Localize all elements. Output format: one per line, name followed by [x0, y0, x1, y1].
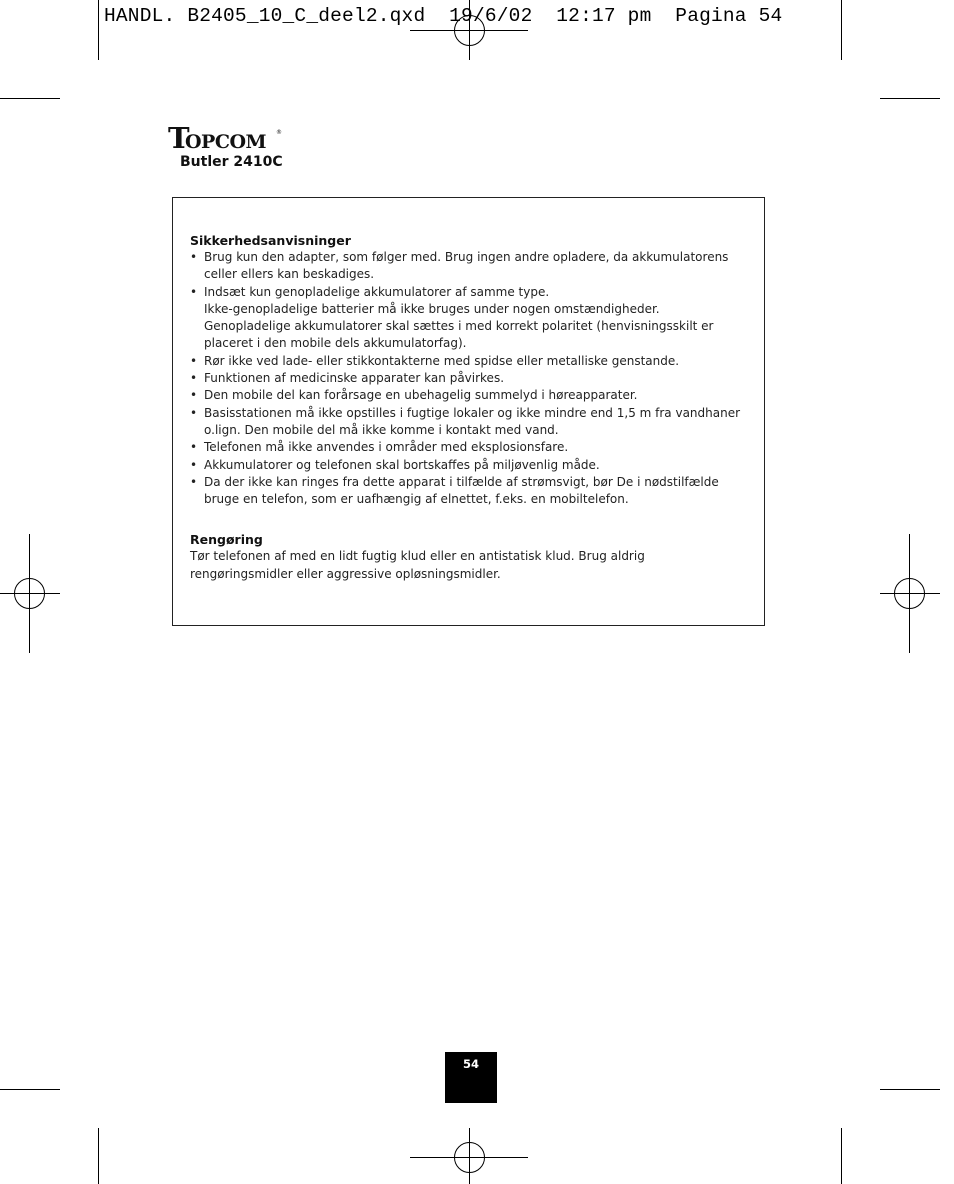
bullet-text-line: celler ellers kan beskadiges. — [204, 267, 375, 282]
cleaning-title: Rengøring — [190, 532, 263, 547]
safety-bullet-item — [190, 457, 750, 474]
safety-bullet-item — [190, 405, 750, 440]
safety-section — [190, 232, 750, 508]
cleaning-paragraph — [190, 548, 750, 583]
registered-mark: ® — [276, 129, 282, 136]
cleaning-text-line: Tør telefonen af med en lidt fugtig klud eller en antistatisk klud. Brug aldrig — [190, 549, 645, 563]
bullet-dot: • — [190, 474, 198, 489]
registration-mark-left — [0, 534, 60, 653]
registration-mark-top — [410, 0, 528, 60]
bullet-dot: • — [190, 440, 198, 455]
bullet-text-line: Genopladelige akkumulatorer skal sættes i med korrekt polaritet (henvisningsskilt er — [204, 319, 714, 334]
safety-bullet-item — [190, 370, 750, 387]
safety-bullet-item — [190, 474, 750, 509]
bullet-dot: • — [190, 457, 198, 472]
bullet-text-line: o.lign. Den mobile del må ikke komme i kontakt med vand. — [204, 422, 559, 437]
safety-bullet-item — [190, 284, 750, 353]
bullet-dot: • — [190, 353, 198, 368]
topcom-logo — [168, 124, 284, 152]
brand-header — [168, 124, 284, 152]
bullet-dot: • — [190, 388, 198, 403]
bullet-dot: • — [190, 284, 198, 299]
bullet-text-line: bruge en telefon, som er uafhængig af elnettet, f.eks. en mobiltelefon. — [204, 492, 629, 507]
bullet-text-line: Ikke-genopladelige batterier må ikke bruges under nogen omstændigheder. — [204, 301, 660, 316]
bullet-text-line: placeret i den mobile dels akkumulatorfag). — [204, 336, 467, 351]
model-name: Butler 2410C — [180, 154, 283, 170]
safety-bullet-item — [190, 439, 750, 456]
logo-rest: OPCOM — [185, 131, 267, 152]
bullet-text-line: Da der ikke kan ringes fra dette apparat i tilfælde af strømsvigt, bør De i nødstilfælde — [204, 474, 719, 489]
bullet-text-line: Den mobile del kan forårsage en ubehagelig summelyd i høreapparater. — [204, 388, 638, 403]
bullet-text-line: Basisstationen må ikke opstilles i fugtige lokaler og ikke mindre end 1,5 m fra vandhaner — [204, 405, 741, 420]
bullet-text-line: Rør ikke ved lade- eller stikkontakterne med spidse eller metalliske genstande. — [204, 353, 680, 368]
safety-bullet-item — [190, 249, 750, 284]
registration-mark-bottom — [410, 1128, 528, 1184]
page-number-tab — [445, 1052, 497, 1103]
safety-content-box — [172, 197, 765, 626]
safety-bullet-item — [190, 387, 750, 404]
print-slug-line: HANDL. B2405_10_C_deel2.qxd 19/6/02 12:17 pm Pagina 54 — [104, 5, 783, 27]
safety-bullet-item — [190, 353, 750, 370]
safety-bullet-list — [190, 249, 750, 508]
bullet-text-line: Indsæt kun genopladelige akkumulatorer af samme type. — [204, 284, 550, 299]
bullet-text-line: Brug kun den adapter, som følger med. Brug ingen andre opladere, da akkumulatorens — [204, 250, 729, 264]
bullet-text-line: Akkumulatorer og telefonen skal bortskaffes på miljøvenlig måde. — [204, 457, 600, 472]
bullet-text-line: Telefonen må ikke anvendes i områder med eksplosionsfare. — [204, 440, 569, 455]
registration-mark-right — [880, 534, 940, 653]
bullet-text-line: Funktionen af medicinske apparater kan påvirkes. — [204, 371, 505, 386]
cleaning-text-line: rengøringsmidler eller aggressive opløsningsmidler. — [190, 566, 501, 581]
bullet-dot: • — [190, 371, 198, 386]
bullet-dot: • — [190, 250, 198, 264]
safety-title: Sikkerhedsanvisninger — [190, 233, 351, 248]
bullet-dot: • — [190, 405, 198, 420]
page-number: 54 — [462, 1057, 479, 1071]
cleaning-section — [190, 531, 750, 583]
logo-initial: T — [168, 124, 190, 152]
